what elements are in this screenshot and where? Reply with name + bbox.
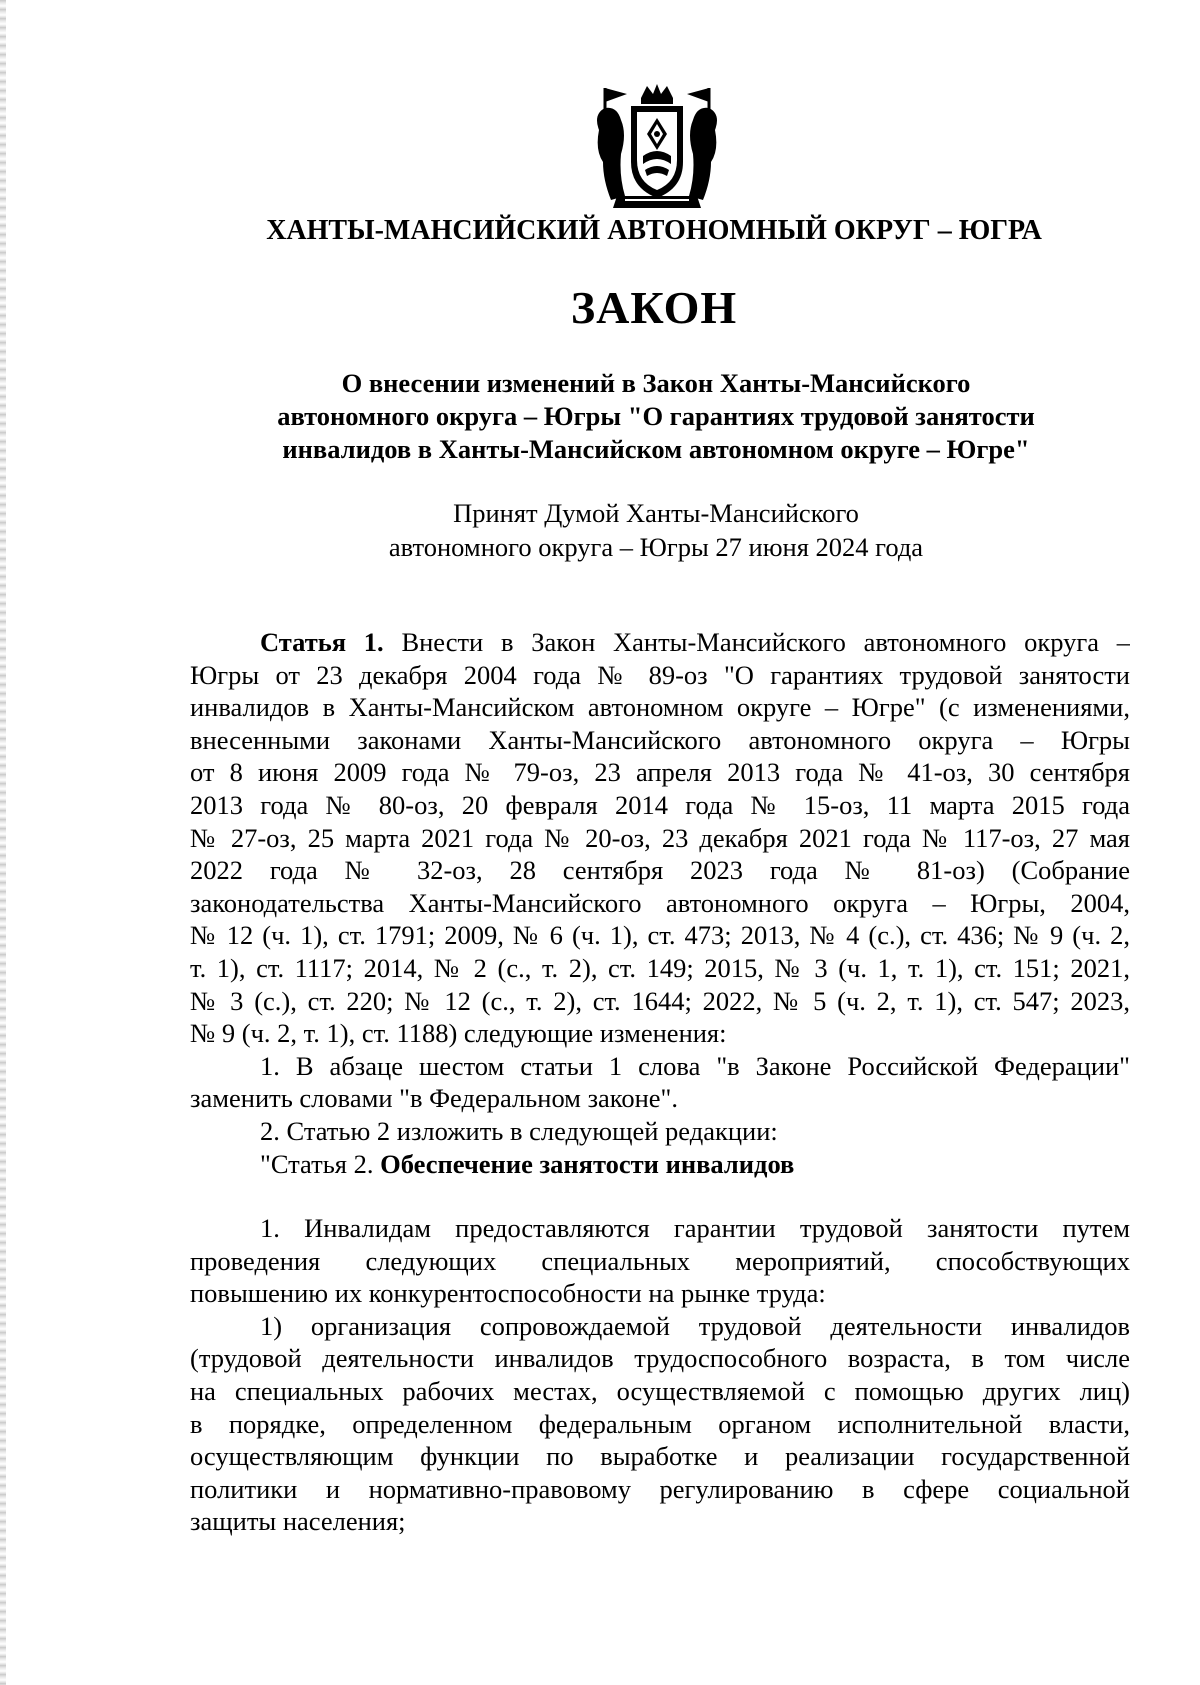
- subitem-1-line: (трудовой деятельности инвалидов трудоспособного возраста, в том числе: [190, 1343, 1130, 1374]
- adoption-note: [190, 496, 1122, 564]
- adoption-line: автономного округа – Югры 27 июня 2024 года: [388, 532, 924, 562]
- paragraph-1-line: 1. Инвалидам предоставляются гарантии трудовой занятости путем: [260, 1213, 1130, 1244]
- item-1-line: заменить словами "в Федеральном законе".: [190, 1083, 678, 1114]
- title-line: автономного округа – Югры "О гарантиях трудовой занятости: [277, 401, 1035, 431]
- title-line: инвалидов в Ханты-Мансийском автономном округе – Югре": [282, 434, 1030, 464]
- quoted-article-number: "Статья 2.: [260, 1148, 374, 1179]
- title-line: О внесении изменений в Закон Ханты-Мансийского: [341, 368, 971, 398]
- article-1-line: законодательства Ханты-Мансийского автономного округа – Югры, 2004,: [190, 887, 1130, 918]
- document-type-text: ЗАКОН: [570, 282, 738, 333]
- article-1-line: т. 1), ст. 1117; 2014, № 2 (с., т. 2), ст. 149; 2015, № 3 (ч. 1, т. 1), ст. 151; 2021,: [190, 952, 1130, 983]
- article-1-first-line-text: Внести в Закон Ханты-Мансийского автономного округа –: [401, 627, 1130, 657]
- coat-of-arms-emblem: [591, 84, 723, 214]
- region-heading: [0, 214, 1200, 248]
- article-1-line: от 8 июня 2009 года № 79-оз, 23 апреля 2013 года № 41-оз, 30 сентября: [190, 757, 1130, 788]
- law-body: [190, 626, 1130, 1538]
- quoted-article-title: Обеспечение занятости инвалидов: [380, 1148, 795, 1179]
- article-1-line: 2013 года № 80-оз, 20 февраля 2014 года № 15-оз, 11 марта 2015 года: [190, 789, 1130, 820]
- adoption-line: Принят Думой Ханты-Мансийского: [453, 498, 859, 528]
- subitem-1-line: на специальных рабочих местах, осуществляемой с помощью других лиц): [190, 1376, 1130, 1407]
- paragraph-1-line: повышению их конкурентоспособности на рынке труда:: [190, 1278, 826, 1309]
- article-1-line: № 27-оз, 25 марта 2021 года № 20-оз, 23 декабря 2021 года № 117-оз, 27 мая: [190, 822, 1130, 853]
- document-type: [0, 280, 1200, 336]
- scan-edge: [0, 0, 6, 1685]
- subitem-1-line: осуществляющим функции по выработке и реализации государственной: [190, 1441, 1130, 1472]
- quoted-article-heading: [190, 1148, 1130, 1181]
- paragraph-1-line: проведения следующих специальных мероприятий, способствующих: [190, 1245, 1130, 1276]
- article-1-line: Югры от 23 декабря 2004 года № 89-оз "О гарантиях трудовой занятости: [190, 659, 1130, 690]
- article-1-line: № 3 (с.), ст. 220; № 12 (с., т. 2), ст. 1644; 2022, № 5 (ч. 2, т. 1), ст. 547; 2023,: [190, 985, 1130, 1016]
- region-heading-text: ХАНТЫ-МАНСИЙСКИЙ АВТОНОМНЫЙ ОКРУГ – ЮГРА: [266, 215, 1042, 246]
- article-1-line: № 12 (ч. 1), ст. 1791; 2009, № 6 (ч. 1), ст. 473; 2013, № 4 (с.), ст. 436; № 9 (ч. 2,: [190, 920, 1130, 951]
- item-1-line: 1. В абзаце шестом статьи 1 слова "в Законе Российской Федерации": [260, 1050, 1130, 1081]
- subitem-1-line: защиты населения;: [190, 1506, 406, 1537]
- subitem-1-line: 1) организация сопровождаемой трудовой деятельности инвалидов: [260, 1310, 1130, 1341]
- article-1-first-line: [190, 626, 1130, 659]
- document-title: [190, 367, 1122, 466]
- item-2-line: 2. Статью 2 изложить в следующей редакции:: [260, 1115, 778, 1146]
- article-1-label: Статья 1.: [260, 627, 384, 657]
- subitem-1-line: политики и нормативно-правовому регулированию в сфере социальной: [190, 1473, 1130, 1504]
- article-1-line: 2022 года № 32-оз, 28 сентября 2023 года № 81-оз) (Собрание: [190, 855, 1130, 886]
- subitem-1-line: в порядке, определенном федеральным органом исполнительной власти,: [190, 1408, 1130, 1439]
- article-1-line: внесенными законами Ханты-Мансийского автономного округа – Югры: [190, 724, 1130, 755]
- article-1-line: инвалидов в Ханты-Мансийском автономном округе – Югре" (с изменениями,: [190, 692, 1130, 723]
- article-1-line: № 9 (ч. 2, т. 1), ст. 1188) следующие изменения:: [190, 1018, 727, 1049]
